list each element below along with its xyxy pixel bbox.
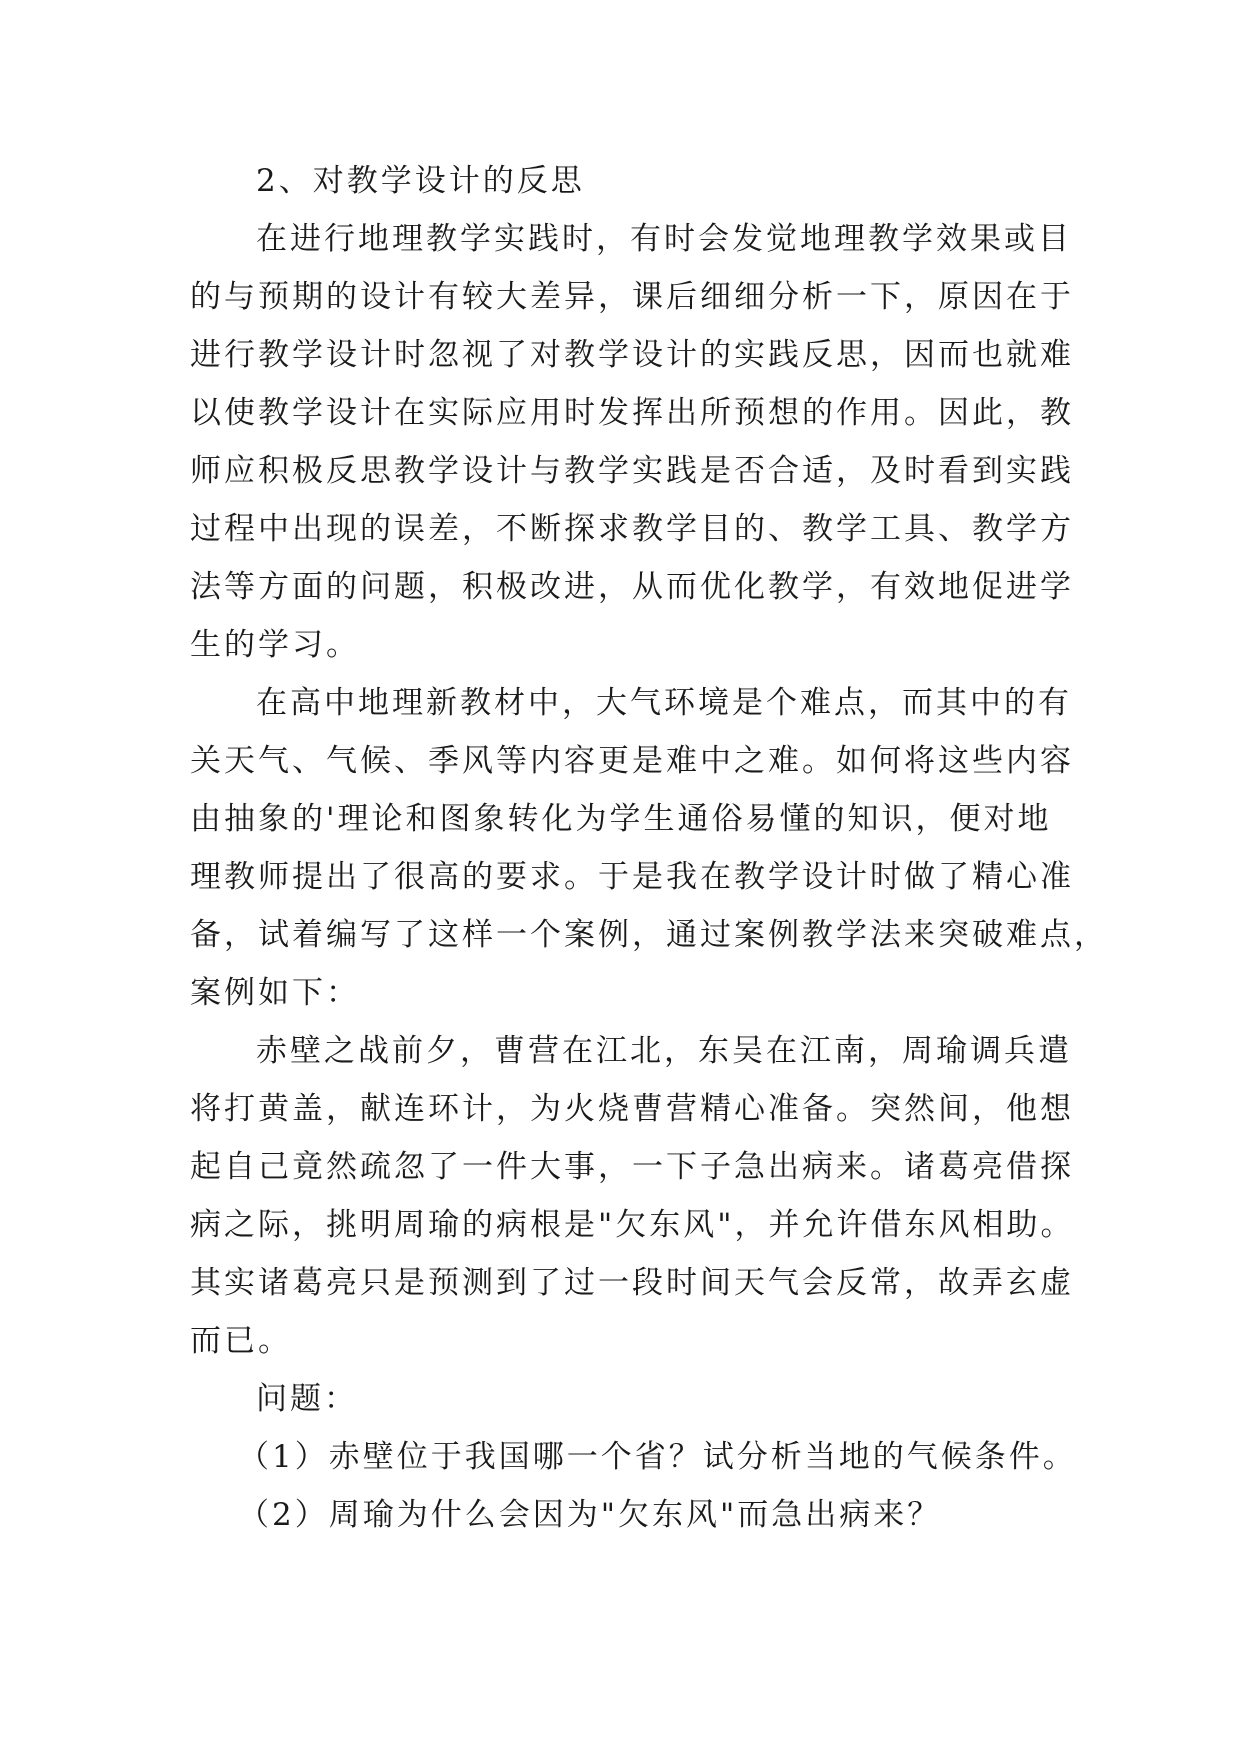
text-line: 案例如下： bbox=[190, 975, 360, 1011]
text-line: 将打黄盖，献连环计，为火烧曹营精心准备。突然间，他想 bbox=[190, 1091, 1074, 1127]
section-heading: 2、对教学设计的反思 bbox=[256, 163, 585, 199]
question-label: 问题： bbox=[256, 1381, 358, 1417]
text-line: 由抽象的'理论和图象转化为学生通俗易懂的知识，便对地 bbox=[190, 801, 1052, 837]
text-line: 病之际，挑明周瑜的病根是"欠东风"，并允许借东风相助。 bbox=[190, 1207, 1075, 1243]
text-line: 备，试着编写了这样一个案例，通过案例教学法来突破难点， bbox=[190, 917, 1108, 953]
text-line: 师应积极反思教学设计与教学实践是否合适，及时看到实践 bbox=[190, 453, 1074, 489]
paragraph-reflection bbox=[190, 210, 1074, 674]
text-line: 的与预期的设计有较大差异，课后细细分析一下，原因在于 bbox=[190, 279, 1074, 315]
text-line: 理教师提出了很高的要求。于是我在教学设计时做了精心准 bbox=[190, 859, 1074, 895]
text-line: 而已。 bbox=[190, 1323, 292, 1359]
text-line: 以使教学设计在实际应用时发挥出所预想的作用。因此，教 bbox=[190, 395, 1074, 431]
text-line: 在进行地理教学实践时，有时会发觉地理教学效果或目 bbox=[256, 221, 1072, 257]
text-line: 生的学习。 bbox=[190, 627, 360, 663]
text-line: 进行教学设计时忽视了对教学设计的实践反思，因而也就难 bbox=[190, 337, 1074, 373]
text-column bbox=[190, 152, 1108, 1544]
text-line: 赤壁之战前夕，曹营在江北，东吴在江南，周瑜调兵遣 bbox=[256, 1033, 1072, 1069]
text-line: 其实诸葛亮只是预测到了过一段时间天气会反常，故弄玄虚 bbox=[190, 1265, 1074, 1301]
question-item: （1）赤壁位于我国哪一个省？试分析当地的气候条件。 bbox=[238, 1439, 1077, 1475]
paragraph-case-story bbox=[190, 1022, 1075, 1370]
question-item: （2）周瑜为什么会因为"欠东风"而急出病来？ bbox=[238, 1497, 942, 1533]
text-line: 关天气、气候、季风等内容更是难中之难。如何将这些内容 bbox=[190, 743, 1074, 779]
text-line: 过程中出现的误差，不断探求教学目的、教学工具、教学方 bbox=[190, 511, 1074, 547]
text-line: 起自己竟然疏忽了一件大事，一下子急出病来。诸葛亮借探 bbox=[190, 1149, 1074, 1185]
text-line: 法等方面的问题，积极改进，从而优化教学，有效地促进学 bbox=[190, 569, 1074, 605]
paragraph-atmosphere bbox=[190, 674, 1108, 1022]
text-line: 在高中地理新教材中，大气环境是个难点，而其中的有 bbox=[256, 685, 1072, 721]
